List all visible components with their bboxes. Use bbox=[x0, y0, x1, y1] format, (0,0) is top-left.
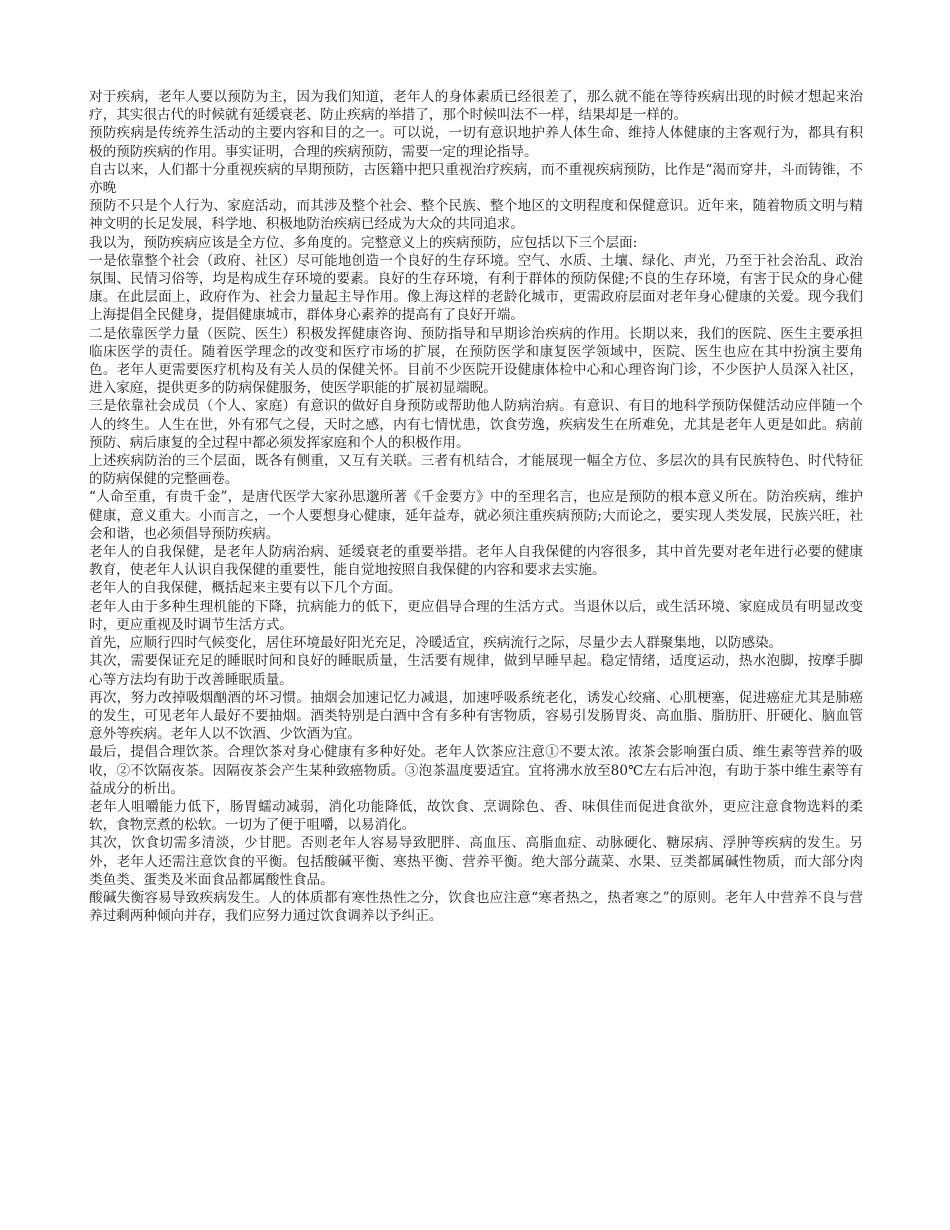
paragraph: 老年人由于多种生理机能的下降，抗病能力的低下，更应倡导合理的生活方式。当退休以后，或生活环境、家庭成员有明显改变时，更应重视及时调节生活方式。 bbox=[89, 598, 863, 633]
paragraph: 老年人的自我保健，是老年人防病治病、延缓衰老的重要举措。老年人自我保健的内容很多，其中首先要对老年进行必要的健康教育，使老年人认识自我保健的重要性，能自觉地按照自我保健的内容和要求去实施。 bbox=[89, 544, 863, 579]
paragraph: 我以为，预防疾病应该是全方位、多角度的。完整意义上的疾病预防，应包括以下三个层面: bbox=[89, 234, 638, 251]
paragraph: 一是依靠整个社会（政府、社区）尽可能地创造一个良好的生存环境。空气、水质、土壤、绿化、声光，乃至于社会治乱、政治氛围、民情习俗等，均是构成生存环境的要素。良好的生存环境，有利于群体的预防保健;不良的生存环境，有害于民众的身心健康。在此层面上，政府作为、社会力量起主导作用。像上海这样的老龄化城市，更需政府层面对老年身心健康的关爱。现今我们上海提倡全民健身，提倡健康城市，群体身心素养的提高有了良好开端。 bbox=[89, 252, 863, 324]
paragraph: 对于疾病，老年人要以预防为主，因为我们知道，老年人的身体素质已经很差了，那么就不能在等待疾病出现的时候才想起来治疗，其实很古代的时候就有延缓衰老、防止疾病的举措了，那个时候叫法不一样，结果却是一样的。 bbox=[89, 89, 863, 124]
paragraph: 三是依靠社会成员（个人、家庭）有意识的做好自身预防或帮助他人防病治病。有意识、有目的地科学预防保健活动应伴随一个人的终生。人生在世，外有邪气之侵，天时之感，内有七情忧患，饮食劳逸，疾病发生在所难免，尤其是老年人更是如此。病前预防、病后康复的全过程中都必须发挥家庭和个人的积极作用。 bbox=[89, 398, 863, 451]
paragraph: 老年人的自我保健，概括起来主要有以下几个方面。 bbox=[89, 580, 402, 597]
paragraph: 其次，需要保证充足的睡眠时间和良好的睡眠质量，生活要有规律，做到早睡早起。稳定情绪，适度运动，热水泡脚，按摩手脚心等方法均有助于改善睡眠质量。 bbox=[89, 653, 863, 688]
document-body bbox=[89, 88, 863, 925]
paragraph: 老年人咀嚼能力低下，肠胃蠕动减弱，消化功能降低，故饮食、烹调除色、香、味俱佳而促进食欲外，更应注意食物选料的柔软，食物烹煮的松软。一切为了便于咀嚼，以易消化。 bbox=[89, 798, 863, 834]
paragraph: 预防疾病是传统养生活动的主要内容和目的之一。可以说，一切有意识地护养人体生命、维持人体健康的主客观行为，都具有积极的预防疾病的作用。事实证明，合理的疾病预防，需要一定的理论指导。 bbox=[89, 125, 863, 160]
paragraph: 首先，应顺行四时气候变化，居住环境最好阳光充足，冷暖适宜，疾病流行之际，尽量少去人群聚集地，以防感染。 bbox=[89, 635, 783, 652]
paragraph: 自古以来，人们都十分重视疾病的早期预防，古医籍中把只重视治疗疾病，而不重视疾病预防，比作是“渴而穿井，斗而铸锥，不亦晚 bbox=[89, 161, 863, 197]
paragraph: 酸碱失衡容易导致疾病发生。人的体质都有寒性热性之分，饮食也应注意“寒者热之，热者寒之”的原则。老年人中营养不良与营养过剩两种倾向并存，我们应努力通过饮食调养以予纠正。 bbox=[89, 889, 863, 925]
paragraph: “人命至重，有贵千金”，是唐代医学大家孙思邈所著《千金要方》中的至理名言，也应是预防的根本意义所在。防治疾病，维护健康，意义重大。小而言之，一个人要想身心健康，延年益寿，就必须注重疾病预防;大而论之，要实现人类发展，民族兴旺，社会和谐，也必须倡导预防疾病。 bbox=[89, 489, 863, 542]
paragraph: 再次，努力改掉吸烟酗酒的坏习惯。抽烟会加速记忆力减退，加速呼吸系统老化，诱发心绞痛、心肌梗塞，促进癌症尤其是肺癌的发生，可见老年人最好不要抽烟。酒类特别是白酒中含有多种有害物质，容易引发肠胃炎、高血脂、脂肪肝、肝硬化、脑血管意外等疾病。老年人以不饮酒、少饮酒为宜。 bbox=[89, 689, 863, 743]
paragraph: 最后，提倡合理饮茶。合理饮茶对身心健康有多种好处。老年人饮茶应注意①不要太浓。浓茶会影响蛋白质、维生素等营养的吸收，②不饮隔夜茶。因隔夜茶会产生某种致癌物质。③泡茶温度要适宜。宜将沸水放至80℃左右后冲泡，有助于茶中维生素等有益成分的析出。 bbox=[89, 744, 863, 797]
paragraph: 预防不只是个人行为、家庭活动，而其涉及整个社会、整个民族、整个地区的文明程度和保健意识。近年来，随着物质文明与精神文明的长足发展，科学地、积极地防治疾病已经成为大众的共同追求。 bbox=[89, 198, 863, 233]
paragraph: 上述疾病防治的三个层面，既各有侧重，又互有关联。三者有机结合，才能展现一幅全方位、多层次的具有民族特色、时代特征的防病保健的完整画卷。 bbox=[89, 453, 863, 488]
paragraph: 其次，饮食切需多清淡，少甘肥。否则老年人容易导致肥胖、高血压、高脂血症、动脉硬化、糖尿病、浮肿等疾病的发生。另外，老年人还需注意饮食的平衡。包括酸碱平衡、寒热平衡、营养平衡。绝大部分蔬菜、水果、豆类都属碱性物质，而大部分肉类鱼类、蛋类及米面食品都属酸性食品。 bbox=[89, 835, 863, 888]
paragraph: 二是依靠医学力量（医院、医生）积极发挥健康咨询、预防指导和早期诊治疾病的作用。长期以来，我们的医院、医生主要承担临床医学的责任。随着医学理念的改变和医疗市场的扩展，在预防医学和康复医学领域中，医院、医生也应在其中扮演主要角色。老年人更需要医疗机构及有关人员的保健关怀。目前不少医院开设健康体检中心和心理咨询门诊，不少医护人员深入社区，进入家庭，提供更多的防病保健服务，使医学职能的扩展初显端睨。 bbox=[89, 325, 863, 397]
